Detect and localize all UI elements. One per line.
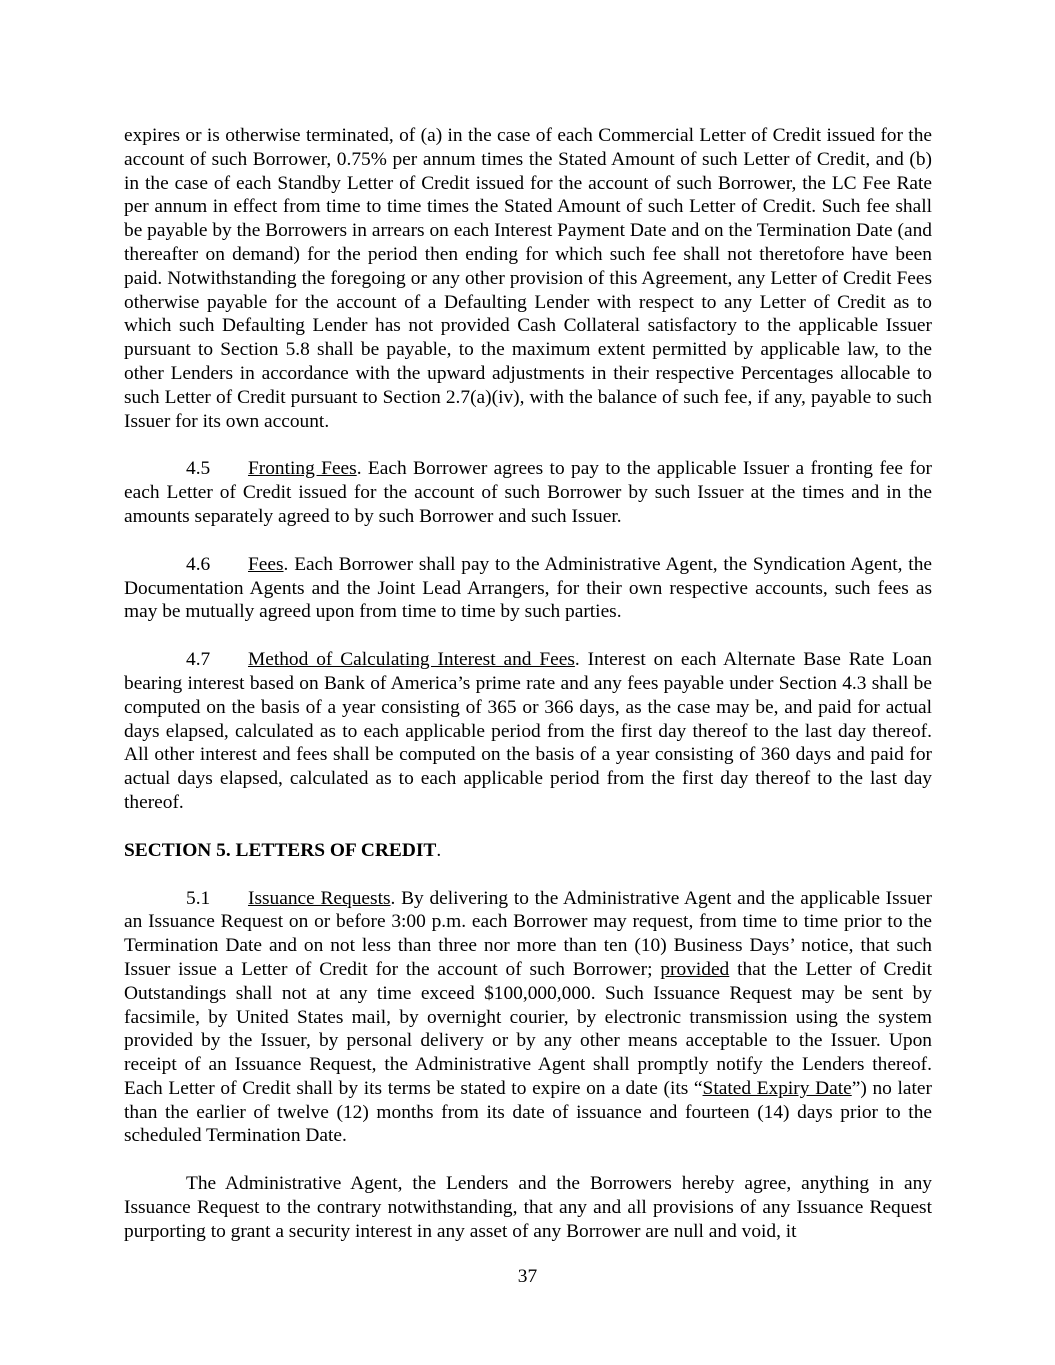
section-title: Fronting Fees [248,458,357,480]
section-text-part-a: . By delivering to the Administrative Agent and the applicable Issuer an Issuance Request on or before 3:00 p.m. each Borrower may request, from time to time prior to the Termination Date and on not less than three nor more than ten (10) Business Days’ notice, that such Issuer issue a Letter of Credit for the account of such Borrower; [124,887,932,980]
defined-term-stated-expiry-date: Stated Expiry Date [702,1077,852,1099]
section-text: . Interest on each Alternate Base Rate Loan bearing interest based on Bank of America’s prime rate and any fees payable under Section 4.3 shall be computed on the basis of a year consisting of 365 or 366 days, as the case may be, and paid for actual days elapsed, calculated as to each applicable period from the first day thereof to the last day thereof. All other interest and fees shall be computed on the basis of a year consisting of 360 days and paid for actual days elapsed, calculated as to each applicable period from the first day thereof to the last day thereof. [124,649,932,813]
section-heading-text: SECTION 5. LETTERS OF CREDIT [124,839,437,861]
section-text-part-c: ”) no later than the earlier of twelve (12) months from its date of issuance and fourteen (14) days prior to the scheduled Termination Date. [124,1077,932,1147]
paragraph-security-interest-null: The Administrative Agent, the Lenders and the Borrowers hereby agree, anything in any Issuance Request to the contrary notwithstanding, that any and all provisions of any Issuance Request purporting to grant a security interest in any asset of any Borrower are null and void, it [124,1173,932,1242]
section-title: Issuance Requests [248,887,391,909]
section-4-7-method-of-calculating [124,648,932,815]
page-number: 37 [517,1266,538,1287]
paragraph-letter-of-credit-fees-continued: expires or is otherwise terminated, of (a) in the case of each Commercial Letter of Credit issued for the account of such Borrower, 0.75% per annum times the Stated Amount of such Letter of Credit, and (b) in the case of each Standby Letter of Credit issued for the account of such Borrower, the LC Fee Rate per annum in effect from time to time times the Stated Amount of such Letter of Credit. Such fee shall be payable by the Borrowers in arrears on each Interest Payment Date and on the Termination Date (and thereafter on demand) for the period then ending for which such fee shall not theretofore have been paid. Notwithstanding the foregoing or any other provision of this Agreement, any Letter of Credit Fees otherwise payable for the account of a Defaulting Lender with respect to any Letter of Credit as to which such Defaulting Lender has not provided Cash Collateral satisfactory to the applicable Issuer pursuant to Section 5.8 shall be payable, to the maximum extent permitted by applicable law, to the other Lenders in accordance with the upward adjustments in their respective Percentages allocable to such Letter of Credit pursuant to Section 2.7(a)(iv), with the balance of such fee, if any, payable to such Issuer for its own account. [124,125,932,432]
section-number: 4.7 [186,649,211,671]
section-heading-period: . [436,839,442,861]
section-text-part-b: that the Letter of Credit Outstandings shall not at any time exceed $100,000,000. Such Issuance Request may be sent by facsimile, by United States mail, by overnight courier, by electronic transmission using the system provided by the Issuer, by personal delivery or by any other means acceptable to the Issuer. Upon receipt of an Issuance Request, the Administrative Agent shall promptly notify the Lenders thereof. Each Letter of Credit shall by its terms be stated to expire on a date (its “ [124,958,932,1099]
section-number: 5.1 [186,887,211,909]
document-page [124,124,932,1268]
section-4-5-fronting-fees [124,457,932,528]
section-5-1-issuance-requests [124,887,932,1149]
section-5-heading [124,839,932,863]
section-title: Method of Calculating Interest and Fees [248,649,575,671]
section-number: 4.6 [186,553,211,575]
section-number: 4.5 [186,458,211,480]
provided-term: provided [660,958,730,980]
section-title: Fees [248,553,284,575]
section-text: . Each Borrower agrees to pay to the applicable Issuer a fronting fee for each Letter of Credit issued for the account of such Borrower by such Issuer at the times and in the amounts separately agreed to by such Borrower and such Issuer. [124,458,932,527]
section-4-6-fees [124,553,932,624]
section-text: . Each Borrower shall pay to the Administrative Agent, the Syndication Agent, the Documentation Agents and the Joint Lead Arrangers, for their own respective accounts, such fees as may be mutually agreed upon from time to time by such parties. [124,553,932,623]
